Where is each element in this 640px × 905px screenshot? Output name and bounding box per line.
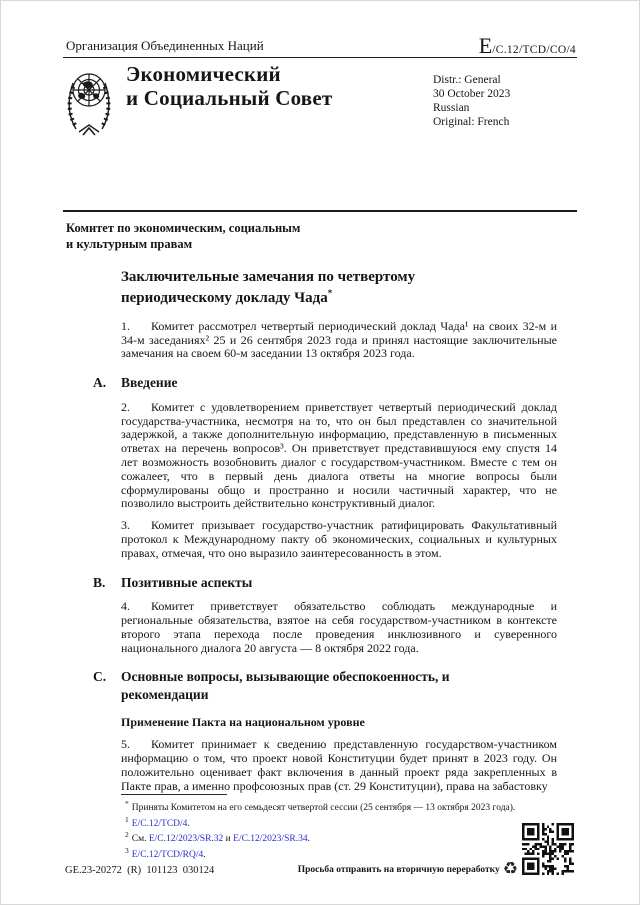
- footnote-text: См.: [131, 834, 149, 845]
- document-symbol-rest: /C.12/TCD/CO/4: [492, 44, 576, 56]
- footnote-1: [121, 815, 561, 831]
- paragraph-text: Комитет рассмотрел четвертый периодический доклад Чада¹ на своих 32-м и 34-м заседаниях² 25 и 26 сентября 2023 года и принял настоящие заключительные замечания на своем 60-м заседании 13 октября 2023 года.: [121, 318, 557, 361]
- section-title: Основные вопросы, вызывающие обеспокоенность, и рекомендации: [121, 669, 450, 702]
- paragraph-2: [121, 401, 557, 511]
- document-symbol-initial: E: [478, 33, 493, 58]
- paragraph-1: [121, 320, 557, 361]
- main-content: [93, 268, 557, 796]
- footnotes-block: [121, 794, 561, 862]
- section-heading-c: [93, 668, 557, 703]
- footnote-link[interactable]: E/C.12/2023/SR.34: [233, 834, 308, 845]
- footnote-text: .: [203, 850, 206, 861]
- distr-date: 30 October 2023: [433, 88, 511, 101]
- footnote-marker: 1: [125, 814, 129, 824]
- paragraph-4: [121, 600, 557, 655]
- document-symbol: [479, 33, 576, 59]
- paragraph-number: 3.: [121, 518, 130, 533]
- paragraph-number: 2.: [121, 399, 130, 414]
- title-footnote-marker: *: [327, 287, 333, 298]
- footnote-3: [121, 846, 561, 862]
- paragraph-number: 1.: [121, 318, 130, 333]
- section-heading-a: [93, 374, 557, 392]
- document-title-text: Заключительные замечания по четвертому периодическому докладу Чада: [121, 269, 416, 306]
- paragraph-number: 4.: [121, 599, 130, 614]
- committee-name: [66, 220, 300, 252]
- section-letter: C.: [93, 669, 107, 685]
- committee-name-line2: и культурным правам: [66, 237, 193, 251]
- footnote-text: .: [307, 834, 310, 845]
- section-title: Позитивные аспекты: [121, 574, 253, 590]
- paragraph-text: Комитет с удовлетворением приветствует четвертый периодический доклад государства-участника, несмотря на то, что он был представлен со значительной задержкой, а также дополнительную информацию, представленную в письменных ответах на перечень вопросов³. Он приветствует представившуюся ему спустя 14 лет возможность возобновить диалог с государством-участником. Вместе с тем он сожалеет, что в первый день диалога ответы на многие вопросы были сформулированы общо и пространно и носили частичный характер, что не позволило выстроить действительно конструктивный диалог.: [121, 399, 557, 511]
- section-title: Введение: [121, 375, 178, 391]
- council-title-line2: и Социальный Совет: [126, 85, 333, 110]
- distr-language: Russian: [433, 102, 470, 115]
- distr-line: Distr.: General: [433, 74, 501, 86]
- subsection-heading: Применение Пакта на национальном уровне: [121, 715, 365, 730]
- footnote-marker: 2: [125, 830, 129, 840]
- footnote-link[interactable]: E/C.12/TCD/4: [131, 818, 188, 829]
- committee-name-line1: Комитет по экономическим, социальным: [66, 221, 301, 235]
- footnote-link[interactable]: E/C.12/2023/SR.32: [148, 834, 224, 845]
- recycle-icon: ♻: [502, 859, 518, 879]
- distribution-block: [433, 73, 510, 129]
- un-emblem-icon: [63, 65, 115, 142]
- paragraph-3: [121, 519, 557, 560]
- paragraph-text: Комитет призывает государство-участник ратифицировать Факультативный протокол к Международному пакту об экономических, социальных и культурных правах, отмечая, что оно выразило заинтересованность в этом.: [121, 518, 557, 560]
- header-rule: [63, 57, 577, 58]
- section-divider-rule: [63, 210, 577, 212]
- council-title-line1: Экономический: [126, 62, 281, 86]
- paragraph-text: Комитет приветствует обязательство соблюдать международные и региональные обязательства, взятое на себя государством-участником в контексте второго этапа перехода после проведения инклюзивного и суверенного национального диалога 20 августа — 8 октября 2022 года.: [121, 599, 557, 655]
- section-letter: A.: [93, 375, 107, 391]
- paragraph-text: Комитет принимает к сведению представленную государством-участником информацию о том, что проект новой Конституции будет принят в 2023 году. Он положительно оценивает факт включения в данный проект ряда закрепленных в Пакте прав, а именно профсоюзных прав (ст. 29 Конституции), права на забастовку: [121, 737, 557, 793]
- footnote-separator-rule: [121, 794, 227, 795]
- footnote-text: Приняты Комитетом на его семьдесят четвертой сессии (25 сентября — 13 октября 2023 года).: [131, 803, 516, 814]
- footnote-star: [121, 799, 561, 815]
- footnote-text: и: [223, 834, 234, 845]
- footnote-marker: *: [125, 799, 129, 808]
- paragraph-number: 5.: [121, 737, 130, 752]
- section-letter: B.: [93, 574, 106, 590]
- qr-code: [522, 823, 574, 875]
- paragraph-5: [121, 738, 557, 793]
- org-name: Организация Объединенных Наций: [66, 38, 264, 53]
- footnote-text: .: [187, 818, 190, 829]
- council-title: [126, 63, 332, 110]
- footnote-marker: 3: [125, 846, 129, 856]
- section-heading-b: [93, 574, 557, 592]
- document-title: [121, 268, 461, 309]
- recycle-notice: [298, 861, 518, 878]
- distr-original: Original: French: [433, 116, 510, 129]
- ge-number: GE.23-20272 (R) 101123 030124: [65, 865, 215, 876]
- recycle-text: Просьба отправить на вторичную переработку: [297, 864, 500, 875]
- footnote-2: [121, 830, 561, 846]
- footnote-link[interactable]: E/C.12/TCD/RQ/4: [131, 850, 204, 861]
